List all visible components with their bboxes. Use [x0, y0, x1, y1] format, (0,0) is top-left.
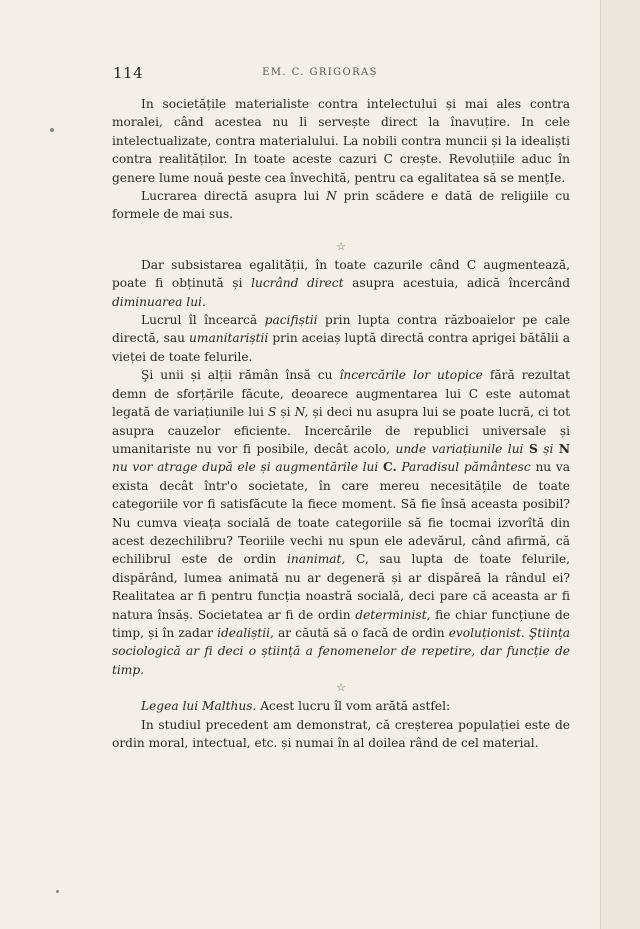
page-body: [112, 95, 570, 752]
paragraph-2: Lucrarea directă asupra lui N prin scădere e dată de religiile cu formele de mai sus.: [112, 189, 570, 222]
paragraph-1: In societățile materialiste contra intelectului și mai ales contra moralei, când acestea nu li servește direct la înavuțire. In cele intelectualizate, contra materialului. La nobili contra muncii și la idealiști contra realităților. In toate aceste cazuri C crește. Revoluțiile aduc în genere lume nouă peste cea învechită, pentru ca egalitatea să se mențIe.: [112, 97, 570, 185]
running-title: EM. C. GRIGORAȘ: [262, 67, 378, 78]
margin-speck-2: [56, 890, 59, 893]
paragraph-3: Dar subsistarea egalității, în toate cazurile când C augmentează, poate fi obținută și lucrând direct asupra acestuia, adică încercând diminuarea lui.: [112, 257, 571, 309]
page-number: 114: [113, 64, 144, 82]
section-star-ornament: ☆: [336, 239, 346, 253]
adjacent-page-edge: [600, 0, 640, 929]
paragraph-7: In studiul precedent am demonstrat, că creșterea populației este de ordin moral, intectual, etc. și numai în al doilea rând de cel material.: [112, 717, 570, 750]
paragraph-5: Şi unii și alții rămân însă cu încercările lor utopice fără rezultat demn de sforțările făcute, deoarece augmentarea lui C este automat legată de variațiunile lui S și N, și deci nu asupra lui se poate lucră, ci tot asupra cauzelor eficiente. Incercările de republici universale și umanitariste nu vor fi posibile, decât acolo, unde variațiunile lui S și N nu vor atrage după ele și augmentările lui C. Paradisul pământesc nu va exista decât într'o societate, în care mereu necesitățile de toate categoriile vor fi satisfăcute la fiece moment. Să fie însă aceasta posibil? Nu cumva vieața socială de toate categoriile să fie tocmai izvorîtă din acest dezechilibru? Teoriile vechi nu spun ele adevărul, când afirmă, că echilibrul este de ordin inanimat, C, sau lupta de toate felurile, dispărând, lumea animată nu ar degeneră și ar dispăreă la rândul ei? Realitatea ar fi pentru funcția noastră socială, deci pare că aceasta ar fi natura însăș. Societatea ar fi de ordin determinist, fie chiar funcțiune de timp, și în zadar idealiștii, ar căută să o facă de ordin evoluționist. Ştiința sociologică ar fi deci o știință a fenomenelor de repetire, dar funcție de timp.: [112, 368, 571, 677]
section-star-ornament-2: ☆: [336, 681, 346, 695]
paragraph-4: Lucrul îl încearcă pacifiștii prin lupta contra războaielor pe cale directă, sau umanitariștii prin aceiaș luptă directă contra aprigei bătălii a vieței de toate felurile.: [112, 313, 571, 364]
margin-speck: [50, 128, 54, 132]
page-header: [0, 64, 600, 84]
paragraph-6: Legea lui Malthus. Acest lucru îl vom arătă astfel:: [141, 699, 451, 714]
